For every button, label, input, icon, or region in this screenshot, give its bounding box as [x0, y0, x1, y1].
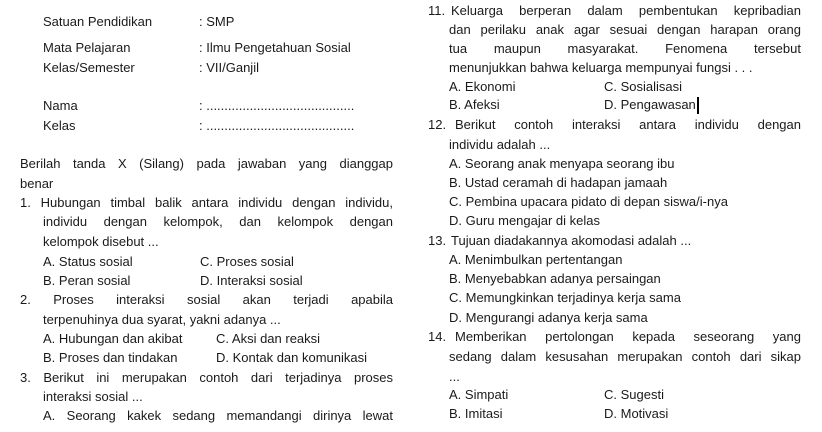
- question-3-text: 3. Berikut ini merupakan contoh dari terjadinya proses: [20, 370, 393, 385]
- q2-option-b: B. Proses dan tindakan: [43, 350, 178, 365]
- question-11-number: 11.: [428, 3, 446, 18]
- field-nama: : .........................................: [199, 98, 355, 113]
- q1-option-a: A. Status sosial: [43, 254, 133, 269]
- question-13-number: 13.: [428, 233, 447, 248]
- q13-option-d: D. Mengurangi adanya kerja sama: [449, 310, 648, 325]
- question-14-text: sedang dalam kesusahan merupakan contoh dari sikap: [449, 349, 801, 364]
- label-kelas-semester: Kelas/Semester: [43, 60, 135, 75]
- question-2-text: terpenuhinya dua syarat, yakni adanya ...: [43, 312, 281, 327]
- label-nama: Nama: [43, 98, 78, 113]
- question-14-text: ...: [449, 369, 460, 384]
- q1-option-d: D. Interaksi sosial: [200, 273, 303, 288]
- question-11-text: dan perilaku anak agar sesuai dengan harapan orang: [449, 22, 801, 37]
- value-satuan-pendidikan: : SMP: [199, 14, 235, 29]
- question-11-text: tua maupun masyarakat. Fenomena tersebut: [449, 41, 801, 56]
- q13-option-b: B. Menyebabkan adanya persaingan: [449, 271, 661, 286]
- q12-option-b: B. Ustad ceramah di hadapan jamaah: [449, 175, 668, 190]
- q14-option-a: A. Simpati: [449, 387, 509, 402]
- question-1-text: kelompok disebut ...: [43, 234, 159, 249]
- label-kelas: Kelas: [43, 118, 76, 133]
- value-mata-pelajaran: : Ilmu Pengetahuan Sosial: [199, 40, 351, 55]
- question-2-text: 2. Proses interaksi sosial akan terjadi apabila: [20, 292, 393, 307]
- field-kelas: : .........................................: [199, 118, 355, 133]
- q11-option-d: D. Pengawasan: [604, 97, 696, 112]
- q1-option-b: B. Peran sosial: [43, 273, 131, 288]
- q11-option-a: A. Ekonomi: [449, 79, 516, 94]
- q12-option-d: D. Guru mengajar di kelas: [449, 213, 601, 228]
- label-mata-pelajaran: Mata Pelajaran: [43, 40, 131, 55]
- q14-option-b: B. Imitasi: [449, 406, 503, 421]
- instruction-line: Berilah tanda X (Silang) pada jawaban yang dianggap: [20, 156, 393, 171]
- q14-option-c: C. Sugesti: [604, 387, 664, 402]
- q2-option-a: A. Hubungan dan akibat: [43, 331, 183, 346]
- q13-option-c: C. Memungkinkan terjadinya kerja sama: [449, 290, 681, 305]
- question-1-text: individu dengan kelompok, dan kelompok dengan: [43, 214, 393, 229]
- question-3-text: interaksi sosial ...: [43, 389, 143, 404]
- q13-option-a: A. Menimbulkan pertentangan: [449, 252, 623, 267]
- question-12-number: 12.: [428, 117, 447, 132]
- question-1-text: 1. Hubungan timbal balik antara individu dengan individu,: [20, 195, 393, 210]
- label-satuan-pendidikan: Satuan Pendidikan: [43, 14, 153, 29]
- instruction-line: benar: [20, 176, 54, 191]
- question-14-number: 14.: [428, 329, 447, 344]
- q2-option-c: C. Aksi dan reaksi: [216, 331, 321, 346]
- question-11-text: Keluarga berperan dalam pembentukan kepribadian: [451, 3, 801, 18]
- question-12-text: individu adalah ...: [449, 137, 551, 152]
- question-11-text: menunjukkan bahwa keluarga mempunyai fungsi . . .: [449, 60, 753, 75]
- question-12-text: Berikut contoh interaksi antara individu dengan: [455, 117, 801, 132]
- text-cursor: [697, 97, 699, 114]
- q11-option-c: C. Sosialisasi: [604, 79, 683, 94]
- q12-option-a: A. Seorang anak menyapa seorang ibu: [449, 156, 675, 171]
- q12-option-c: C. Pembina upacara pidato di depan siswa/i-nya: [449, 194, 728, 209]
- question-13-text: Tujuan diadakannya akomodasi adalah ...: [451, 233, 692, 248]
- q3-option-a: A. Seorang kakek sedang memandangi dirinya lewat: [43, 408, 393, 423]
- q1-option-c: C. Proses sosial: [200, 254, 294, 269]
- q2-option-d: D. Kontak dan komunikasi: [216, 350, 368, 365]
- question-14-text: Memberikan pertolongan kepada seseorang yang: [455, 329, 801, 344]
- q11-option-b: B. Afeksi: [449, 97, 500, 112]
- value-kelas-semester: : VII/Ganjil: [199, 60, 259, 75]
- q14-option-d: D. Motivasi: [604, 406, 669, 421]
- q11-option-d-wrap: [604, 96, 699, 114]
